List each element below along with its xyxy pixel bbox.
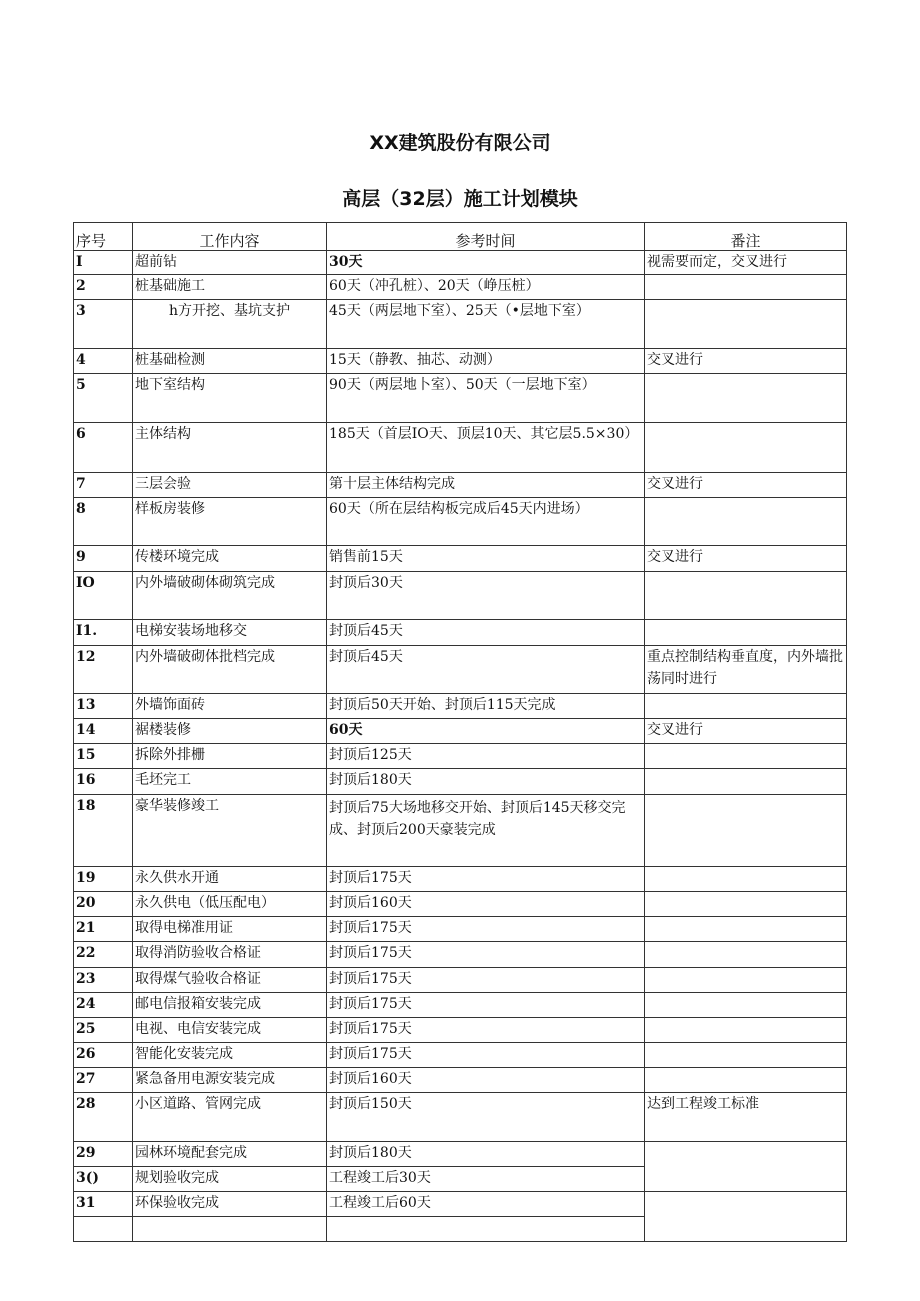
row-number: 6 (74, 423, 133, 473)
note (645, 744, 847, 769)
table-row (74, 892, 847, 917)
table-row (74, 251, 847, 275)
work-content: 拆除外排栅 (133, 744, 327, 769)
reference-time: 封顶后50天开始、封顶后115天完成 (327, 694, 645, 719)
row-number: 8 (74, 498, 133, 546)
work-content: 主体结构 (133, 423, 327, 473)
reference-time: 封顶后180天 (327, 1142, 645, 1167)
reference-time: 90天（两层地卜室）、50天（一层地下室） (327, 374, 645, 423)
table-row (74, 1068, 847, 1093)
note (645, 795, 847, 867)
work-content: 环保验收完成 (133, 1192, 327, 1217)
note (645, 769, 847, 795)
table-row (74, 275, 847, 300)
reference-time: 封顶后160天 (327, 1068, 645, 1093)
note (645, 620, 847, 646)
reference-time: 封顶后30天 (327, 572, 645, 620)
table-row (74, 1142, 847, 1167)
reference-time: 封顶后160天 (327, 892, 645, 917)
work-content: 桩基础检测 (133, 349, 327, 374)
reference-time: 45天（两层地下室）、25天（•层地下室） (327, 300, 645, 349)
table-row (74, 917, 847, 942)
work-content: 内外墙破砌体砌筑完成 (133, 572, 327, 620)
note (645, 498, 847, 546)
reference-time: 封顶后180天 (327, 769, 645, 795)
reference-time: 工程竣工后30天 (327, 1167, 645, 1192)
note (645, 374, 847, 423)
row-number: 26 (74, 1043, 133, 1068)
table-row (74, 993, 847, 1018)
table-row (74, 473, 847, 498)
table-row (74, 942, 847, 968)
row-number: 20 (74, 892, 133, 917)
reference-time: 60天（冲孔桩）、20天（峥压桩） (327, 275, 645, 300)
work-content: 园林环境配套完成 (133, 1142, 327, 1167)
document-title: 高层（32层）施工计划模块 (342, 188, 578, 210)
table-header-row (74, 223, 847, 251)
table-row (74, 646, 847, 694)
work-content: 毛坯完工 (133, 769, 327, 795)
row-number: 28 (74, 1093, 133, 1142)
note (645, 300, 847, 349)
row-number: 23 (74, 968, 133, 993)
row-number: 3() (74, 1167, 133, 1192)
work-content: 超前钻 (133, 251, 327, 275)
table-row (74, 546, 847, 572)
note (645, 1018, 847, 1043)
reference-time: 15天（静教、抽芯、动测） (327, 349, 645, 374)
table-row (74, 719, 847, 744)
note (645, 968, 847, 993)
row-number: 13 (74, 694, 133, 719)
table-row (74, 795, 847, 867)
reference-time: 销售前15天 (327, 546, 645, 572)
reference-time: 工程竣工后60天 (327, 1192, 645, 1217)
row-number: 5 (74, 374, 133, 423)
row-number: 24 (74, 993, 133, 1018)
table-row (74, 867, 847, 892)
column-header-number: 序号 (74, 223, 133, 251)
table-row (74, 572, 847, 620)
row-number: 18 (74, 795, 133, 867)
table-row (74, 423, 847, 473)
table-row (74, 1093, 847, 1142)
note (645, 892, 847, 917)
note: 视需要而定，交叉进行 (645, 251, 847, 275)
note: 达到工程竣工标准 (645, 1093, 847, 1142)
row-number: 14 (74, 719, 133, 744)
reference-time: 封顶后125天 (327, 744, 645, 769)
row-number: 9 (74, 546, 133, 572)
reference-time: 封顶后175天 (327, 1018, 645, 1043)
work-content: 样板房装修 (133, 498, 327, 546)
column-header-time: 参考时间 (327, 223, 645, 251)
note: 交叉进行 (645, 546, 847, 572)
table-row (74, 498, 847, 546)
note (645, 275, 847, 300)
row-number: I1. (74, 620, 133, 646)
column-header-note: 番注 (645, 223, 847, 251)
row-number: 16 (74, 769, 133, 795)
reference-time: 第十层主体结构完成 (327, 473, 645, 498)
table-row (74, 349, 847, 374)
work-content: 永久供水开通 (133, 867, 327, 892)
reference-time: 封顶后45天 (327, 646, 645, 694)
note (645, 993, 847, 1018)
note (645, 694, 847, 719)
note (645, 1068, 847, 1093)
reference-time: 封顶后75大场地移交开始、封顶后145天移交完成、封顶后200天豪装完成 (327, 795, 645, 867)
reference-time: 封顶后175天 (327, 968, 645, 993)
table-row (74, 694, 847, 719)
reference-time: 30天 (327, 251, 645, 275)
row-number: 2 (74, 275, 133, 300)
table-row (74, 374, 847, 423)
reference-time: 60天（所在层结构板完成后45天内进场） (327, 498, 645, 546)
reference-time: 封顶后175天 (327, 867, 645, 892)
work-content: 小区道路、管网完成 (133, 1093, 327, 1142)
row-number: 29 (74, 1142, 133, 1167)
table-row (74, 1043, 847, 1068)
work-content: 桩基础施工 (133, 275, 327, 300)
work-content: 取得煤气验收合格证 (133, 968, 327, 993)
row-number: 27 (74, 1068, 133, 1093)
work-content: 地下室结构 (133, 374, 327, 423)
work-content: 传楼环境完成 (133, 546, 327, 572)
work-content: 永久供电（低压配电） (133, 892, 327, 917)
work-content: h方开挖、基坑支护 (133, 300, 327, 349)
row-number: 25 (74, 1018, 133, 1043)
row-number: 15 (74, 744, 133, 769)
note (645, 572, 847, 620)
note (645, 423, 847, 473)
table-row (74, 300, 847, 349)
table-row (74, 968, 847, 993)
row-number: 19 (74, 867, 133, 892)
reference-time: 封顶后175天 (327, 1043, 645, 1068)
row-number: 4 (74, 349, 133, 374)
note: 交叉进行 (645, 473, 847, 498)
reference-time: 封顶后45天 (327, 620, 645, 646)
reference-time (327, 1217, 645, 1242)
work-content: 规划验收完成 (133, 1167, 327, 1192)
row-number: IO (74, 572, 133, 620)
work-content: 取得消防验收合格证 (133, 942, 327, 968)
row-number: 3 (74, 300, 133, 349)
note (645, 867, 847, 892)
work-content (133, 1217, 327, 1242)
work-content: 三层会验 (133, 473, 327, 498)
row-number: 31 (74, 1192, 133, 1217)
work-content: 内外墙破砌体批档完成 (133, 646, 327, 694)
work-content: 外墙饰面砖 (133, 694, 327, 719)
work-content: 紧急备用电源安装完成 (133, 1068, 327, 1093)
reference-time: 185天（首层IO天、顶层10天、其它层5.5×30） (327, 423, 645, 473)
reference-time: 60天 (327, 719, 645, 744)
company-name: XX建筑股份有限公司 (369, 132, 551, 154)
note: 交叉进行 (645, 719, 847, 744)
work-content: 电梯安装场地移交 (133, 620, 327, 646)
note (645, 942, 847, 968)
table-row (74, 769, 847, 795)
note (645, 1043, 847, 1068)
row-number: I (74, 251, 133, 275)
work-content: 电视、电信安装完成 (133, 1018, 327, 1043)
table-row (74, 620, 847, 646)
work-content: 邮电信报箱安装完成 (133, 993, 327, 1018)
row-number: 12 (74, 646, 133, 694)
table-row (74, 744, 847, 769)
note: 交叉进行 (645, 349, 847, 374)
reference-time: 封顶后150天 (327, 1093, 645, 1142)
reference-time: 封顶后175天 (327, 993, 645, 1018)
row-number: 22 (74, 942, 133, 968)
work-content: 豪华装修竣工 (133, 795, 327, 867)
reference-time: 封顶后175天 (327, 917, 645, 942)
note (645, 917, 847, 942)
row-number: 21 (74, 917, 133, 942)
work-content: 裾楼装修 (133, 719, 327, 744)
construction-plan-table (73, 222, 847, 1242)
note (645, 1192, 847, 1242)
work-content: 智能化安装完成 (133, 1043, 327, 1068)
reference-time: 封顶后175天 (327, 942, 645, 968)
table-row (74, 1192, 847, 1217)
note (645, 1142, 847, 1192)
note: 重点控制结构垂直度，内外墙批荡同时进行 (645, 646, 847, 694)
row-number: 7 (74, 473, 133, 498)
column-header-work: 工作内容 (133, 223, 327, 251)
work-content: 取得电梯准用证 (133, 917, 327, 942)
table-row (74, 1018, 847, 1043)
row-number (74, 1217, 133, 1242)
